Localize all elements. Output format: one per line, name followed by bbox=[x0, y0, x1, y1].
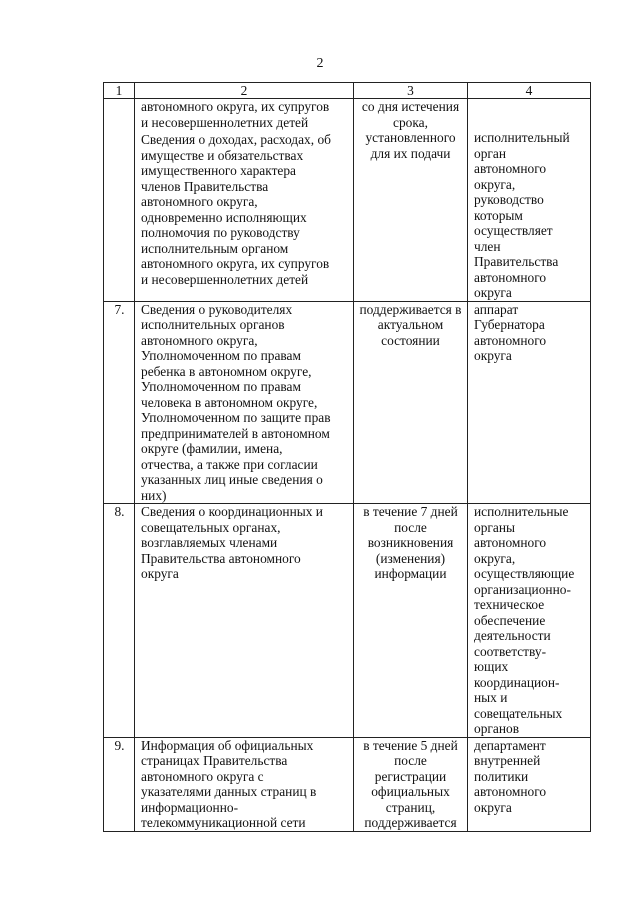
text-line: Уполномоченном по правам bbox=[141, 348, 301, 363]
text-line: которым bbox=[474, 207, 523, 223]
text-line: деятельности bbox=[474, 628, 551, 643]
row-number-cell bbox=[104, 99, 135, 302]
description-cell bbox=[135, 504, 354, 738]
text-line: Сведения о координационных и bbox=[141, 504, 323, 519]
text-line: автономного bbox=[474, 535, 547, 550]
text-line: указанных лиц иные сведения о bbox=[141, 472, 323, 487]
text-line: Губернатора bbox=[474, 317, 545, 332]
text-line: срока, bbox=[393, 114, 428, 130]
text-line: организационно- bbox=[474, 581, 571, 597]
text-line: округа, bbox=[474, 176, 516, 192]
row-number-cell: 9. bbox=[104, 737, 135, 831]
text-line: телекоммуникационной сети bbox=[141, 815, 306, 830]
text-line: информационно- bbox=[141, 799, 239, 815]
text-line: страниц, bbox=[385, 799, 436, 815]
row-number-cell: 7. bbox=[104, 301, 135, 504]
deadline-cell bbox=[354, 301, 468, 504]
text-line: после bbox=[394, 753, 427, 768]
table-row bbox=[104, 301, 591, 504]
text-line: политики bbox=[474, 768, 529, 784]
text-line: соответству- bbox=[474, 643, 547, 659]
text-line: Информация об официальных bbox=[141, 737, 314, 753]
text-line: Уполномоченном по правам bbox=[141, 379, 301, 394]
text-line: координацион- bbox=[474, 674, 560, 690]
description-cell bbox=[135, 99, 354, 302]
text-line: установленного bbox=[365, 130, 456, 145]
text-line: указателями данных страниц в bbox=[141, 784, 317, 799]
table-row-continued bbox=[104, 99, 591, 302]
header-cell-2: 2 bbox=[135, 83, 354, 99]
text-line: автономного bbox=[474, 161, 547, 176]
text-line: в течение 5 дней bbox=[363, 737, 458, 753]
text-line: осуществляет bbox=[474, 223, 553, 238]
text-line: совещательных органах, bbox=[141, 519, 281, 535]
text-line: Сведения о доходах, расходах, об bbox=[141, 132, 331, 147]
text-line: Правительства bbox=[474, 254, 559, 269]
text-line: обеспечение bbox=[474, 612, 546, 628]
text-line: автономного округа, их супругов bbox=[141, 256, 330, 271]
text-line: округе (фамилии, имена, bbox=[141, 441, 283, 456]
text-line: человека в автономном округе, bbox=[141, 394, 318, 410]
text-line: департамент bbox=[474, 737, 546, 753]
text-line: органы bbox=[474, 519, 515, 535]
responsible-cell bbox=[468, 737, 591, 831]
text-line: осуществляющие bbox=[474, 566, 575, 581]
text-line: и несовершеннолетних детей bbox=[141, 114, 309, 130]
text-line: членов Правительства bbox=[141, 178, 269, 194]
text-line: возглавляемых членами bbox=[141, 535, 278, 550]
text-line: автономного округа, bbox=[141, 194, 258, 209]
description-part-1 bbox=[141, 99, 351, 130]
text-line: для их подачи bbox=[370, 145, 451, 161]
table-row bbox=[104, 737, 591, 831]
deadline-cell bbox=[354, 737, 468, 831]
text-line: страницах Правительства bbox=[141, 753, 288, 768]
description-part-2 bbox=[141, 132, 351, 287]
text-line: (изменения) bbox=[375, 550, 446, 566]
text-line: и несовершеннолетних детей bbox=[141, 271, 309, 287]
deadline-cell bbox=[354, 504, 468, 738]
row-number-cell: 8. bbox=[104, 504, 135, 738]
text-line: поддерживается в bbox=[359, 301, 462, 317]
text-line: исполнительный bbox=[474, 130, 570, 145]
text-line: Сведения о руководителях bbox=[141, 301, 293, 317]
text-line: регистрации bbox=[374, 768, 447, 784]
text-line: совещательных bbox=[474, 705, 563, 721]
text-line: автономного округа с bbox=[141, 768, 264, 784]
text-line: автономного округа, их супругов bbox=[141, 99, 330, 114]
text-line: имуществе и обязательствах bbox=[141, 147, 304, 163]
text-line: автономного bbox=[474, 332, 547, 348]
text-line: ребенка в автономном округе, bbox=[141, 363, 312, 379]
text-line: ных и bbox=[474, 690, 508, 705]
text-line: Уполномоченном по защите прав bbox=[141, 410, 331, 425]
text-line: орган bbox=[474, 145, 506, 161]
text-line: состоянии bbox=[381, 332, 440, 348]
text-line: округа bbox=[474, 285, 512, 300]
text-line: в течение 7 дней bbox=[363, 504, 458, 519]
text-line: со дня истечения bbox=[361, 99, 460, 114]
text-line: округа bbox=[474, 799, 512, 815]
text-line: исполнительные bbox=[474, 504, 569, 519]
text-line: предпринимателей в автономном bbox=[141, 425, 330, 441]
deadline-cell bbox=[354, 99, 468, 302]
responsible-cell bbox=[468, 504, 591, 738]
text-line: руководство bbox=[474, 192, 544, 207]
text-line: информации bbox=[374, 566, 447, 581]
text-line: одновременно исполняющих bbox=[141, 209, 307, 225]
responsible-text bbox=[474, 130, 588, 301]
text-line: полномочия по руководству bbox=[141, 225, 300, 240]
text-line: исполнительным органом bbox=[141, 240, 289, 256]
text-line: актуальном bbox=[377, 317, 444, 332]
data-table bbox=[103, 82, 591, 832]
header-cell-4: 4 bbox=[468, 83, 591, 99]
description-cell bbox=[135, 737, 354, 831]
text-line: отчества, а также при согласии bbox=[141, 456, 318, 472]
responsible-cell bbox=[468, 99, 591, 302]
text-line: после bbox=[394, 519, 427, 535]
text-line: органов bbox=[474, 721, 520, 736]
table-header-row bbox=[104, 83, 591, 99]
header-cell-1: 1 bbox=[104, 83, 135, 99]
text-line: автономного bbox=[474, 784, 547, 799]
text-line: округа bbox=[141, 566, 179, 581]
header-cell-3: 3 bbox=[354, 83, 468, 99]
text-line: член bbox=[474, 238, 501, 254]
text-line: поддерживается bbox=[364, 815, 457, 830]
text-line: автономного округа, bbox=[141, 332, 258, 348]
page-number: 2 bbox=[316, 56, 324, 71]
text-line: внутренней bbox=[474, 753, 541, 768]
text-line: округа bbox=[474, 348, 512, 363]
text-line: техническое bbox=[474, 597, 545, 612]
responsible-cell bbox=[468, 301, 591, 504]
text-line: них) bbox=[141, 487, 167, 503]
text-line: ющих bbox=[474, 659, 509, 674]
text-line: аппарат bbox=[474, 301, 519, 317]
text-line: официальных bbox=[371, 784, 450, 799]
table-row bbox=[104, 504, 591, 738]
text-line: автономного bbox=[474, 269, 547, 285]
text-line: округа, bbox=[474, 550, 516, 566]
text-line: исполнительных органов bbox=[141, 317, 285, 332]
text-line: возникновения bbox=[367, 535, 454, 550]
description-cell bbox=[135, 301, 354, 504]
text-line: Правительства автономного bbox=[141, 550, 301, 566]
text-line: имущественного характера bbox=[141, 163, 296, 178]
